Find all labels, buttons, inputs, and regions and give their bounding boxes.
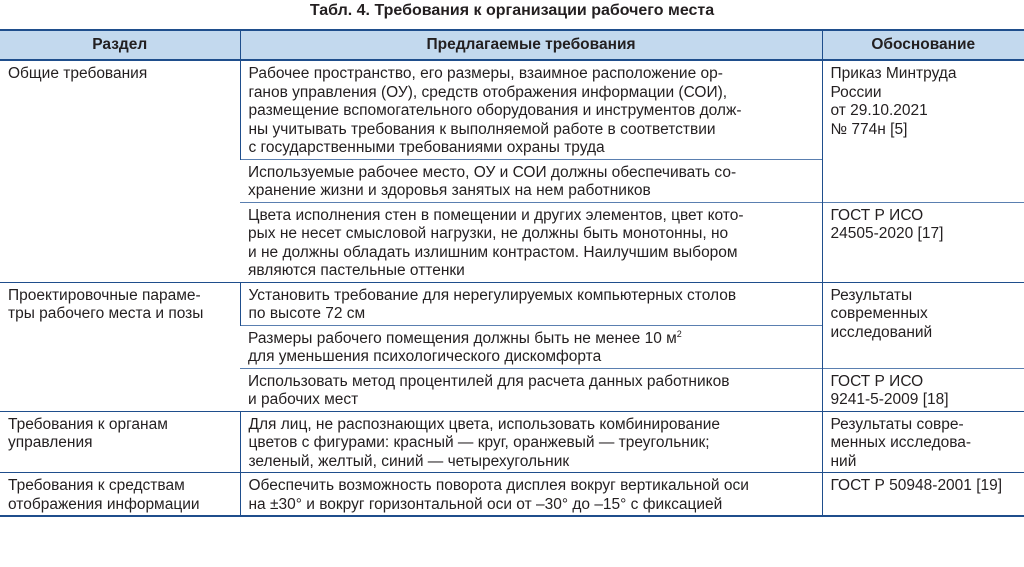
table-row	[0, 60, 1024, 159]
superscript: 2	[676, 328, 682, 339]
requirement-line: Использовать метод процентилей для расчета данных работников	[248, 372, 730, 390]
requirement-line: являются пастельные оттенки	[248, 262, 465, 279]
basis-cell	[822, 368, 1024, 411]
basis-cell	[822, 60, 1024, 202]
basis-line: 24505-2020 [17]	[830, 225, 944, 242]
requirement-line: и не должны обладать излишним контрастом. Наилучшим выбором	[248, 243, 738, 261]
requirements-table	[0, 29, 1024, 517]
requirement-line: Для лиц, не распознающих цвета, использовать комбинирование	[248, 415, 720, 433]
requirement-cell	[240, 282, 822, 325]
requirement-line: Цвета исполнения стен в помещении и других элементов, цвет кото-	[248, 206, 744, 224]
requirement-line: ны учитывать требования к выполняемой работе в соответствии	[248, 120, 716, 138]
requirement-cell	[240, 60, 822, 159]
basis-line: России	[830, 83, 882, 101]
section-text: Требования к средствам	[8, 477, 185, 494]
basis-line: от 29.10.2021	[830, 102, 928, 119]
requirement-cell	[240, 202, 822, 282]
section-text: управления	[8, 434, 93, 451]
basis-line: ний	[830, 452, 857, 470]
requirement-cell	[240, 159, 822, 202]
requirement-text: Размеры рабочего помещения должны быть не менее 10 м	[248, 329, 677, 347]
header-section: Раздел	[0, 30, 240, 60]
header-basis: Обоснование	[822, 30, 1024, 60]
requirement-line	[248, 330, 814, 349]
section-text: Требования к органам	[8, 415, 168, 433]
requirement-cell	[240, 368, 822, 411]
requirement-line: с государственными требованиями охраны труда	[248, 139, 605, 156]
requirement-line: Рабочее пространство, его размеры, взаимное расположение ор-	[248, 65, 723, 82]
table-row	[0, 473, 1024, 517]
requirement-line: на ±30° и вокруг горизонтальной оси от –30° до –15° с фиксацией	[248, 495, 723, 513]
basis-cell	[822, 282, 1024, 368]
section-text: Проектировочные параме-	[8, 286, 201, 304]
basis-line: исследований	[830, 323, 933, 341]
basis-cell	[822, 411, 1024, 473]
requirement-line: цветов с фигурами: красный — круг, оранжевый — треугольник;	[248, 434, 710, 451]
basis-line: ГОСТ Р 50948-2001 [19]	[830, 477, 1003, 494]
requirement-line: размещение вспомогательного оборудования и инструментов долж-	[248, 102, 742, 119]
table-row	[0, 282, 1024, 325]
table-header-row	[0, 30, 1024, 60]
basis-cell	[822, 473, 1024, 517]
requirement-cell	[240, 473, 822, 517]
requirement-line: и рабочих мест	[248, 391, 359, 408]
requirement-line: рых не несет смысловой нагрузки, не должны быть монотонны, но	[248, 225, 729, 242]
section-cell	[0, 473, 240, 517]
basis-line: Результаты совре-	[830, 415, 964, 433]
basis-line: № 774н [5]	[830, 120, 908, 138]
header-requirements: Предлагаемые требования	[240, 30, 822, 60]
table-row	[0, 411, 1024, 473]
requirement-line: ганов управления (ОУ), средств отображения информации (СОИ),	[248, 83, 728, 101]
basis-line: менных исследова-	[830, 434, 972, 451]
basis-line: 9241-5-2009 [18]	[830, 391, 949, 408]
requirement-line: Используемые рабочее место, ОУ и СОИ должны обеспечивать со-	[248, 163, 737, 181]
basis-line: ГОСТ Р ИСО	[830, 206, 924, 224]
section-cell	[0, 282, 240, 411]
requirement-line: для уменьшения психологического дискомфорта	[248, 348, 602, 365]
requirement-line: хранение жизни и здоровья занятых на нем работников	[248, 182, 651, 199]
section-text: отображения информации	[8, 495, 200, 513]
section-cell	[0, 60, 240, 282]
basis-line: современных	[830, 305, 928, 322]
basis-line: Приказ Минтруда	[830, 65, 957, 82]
basis-line: ГОСТ Р ИСО	[830, 372, 924, 390]
table-caption: Табл. 4. Требования к организации рабочего места	[309, 2, 715, 19]
section-text: Общие требования	[8, 65, 148, 82]
section-text: тры рабочего места и позы	[8, 305, 204, 322]
requirement-cell	[240, 411, 822, 473]
requirement-line: Установить требование для нерегулируемых компьютерных столов	[248, 286, 737, 304]
basis-cell	[822, 202, 1024, 282]
section-cell	[0, 411, 240, 473]
requirement-line: Обеспечить возможность поворота дисплея вокруг вертикальной оси	[248, 477, 749, 494]
basis-line: Результаты	[830, 286, 913, 304]
requirement-line: зеленый, желтый, синий — четырехугольник	[248, 452, 570, 470]
requirement-cell	[240, 325, 822, 368]
requirement-line: по высоте 72 см	[248, 305, 366, 322]
